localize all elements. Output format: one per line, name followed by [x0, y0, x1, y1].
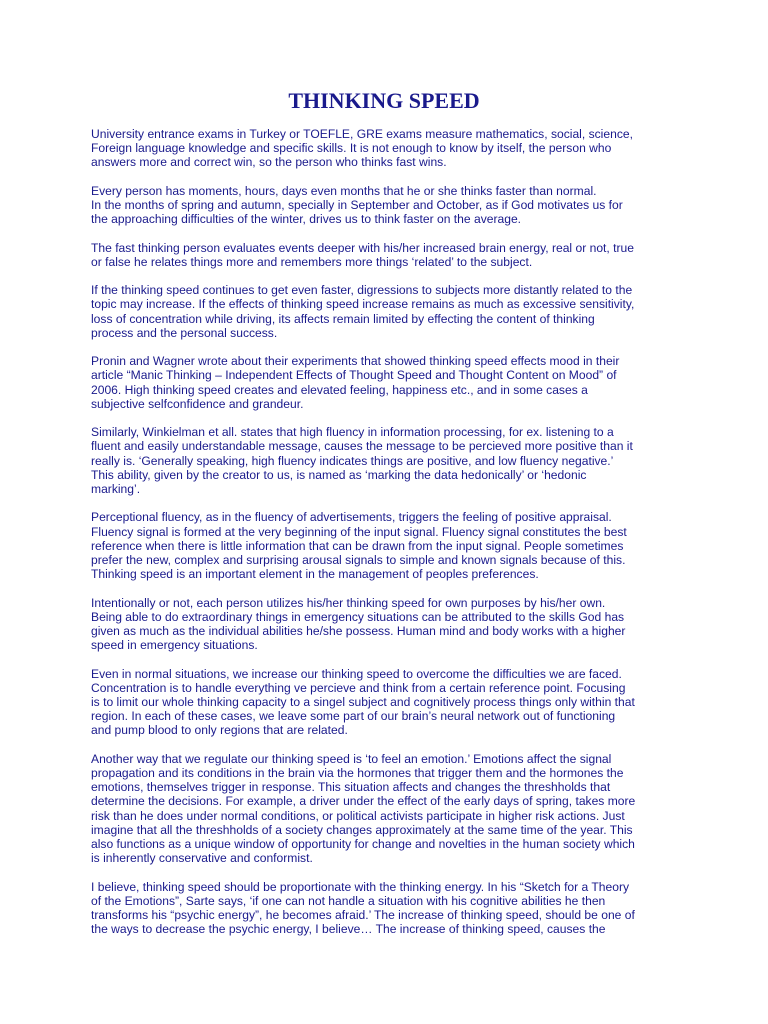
paragraph: [91, 880, 683, 937]
paragraph: [91, 752, 683, 866]
paragraph: [91, 425, 683, 496]
text-line: prefer the new, complex and surprising arousal signals to simple and known signals because of this.: [91, 553, 626, 567]
text-line: Fluency signal is formed at the very beginning of the input signal. Fluency signal constitutes the best: [91, 524, 627, 539]
text-line: imagine that all the threshholds of a society changes approximately at the same time of the year. This: [91, 822, 633, 837]
text-line: marking’.: [91, 482, 141, 496]
text-line: is to limit our whole thinking capacity to a singel subject and cognitively process things only within that: [91, 695, 635, 709]
text-line: the approaching difficulties of the winter, drives us to think faster on the average.: [91, 212, 522, 227]
text-line: 2006. High thinking speed creates and elevated feeling, happiness etc., and in some cases a: [91, 382, 588, 397]
document-body: [91, 127, 683, 951]
text-line: risk than he does under normal conditions, or political activists participate in higher risk actions. Just: [91, 808, 625, 823]
text-line: Intentionally or not, each person utilizes his/her thinking speed for own purposes by his/her own.: [91, 595, 606, 610]
text-line: topic may increase. If the effects of thinking speed increase remains as much as excessive sensitivity,: [91, 297, 635, 312]
document-title: THINKING SPEED: [288, 88, 480, 113]
text-line: really is. ‘Generally speaking, high fluency indicates things are positive, and low fluency negative.’: [91, 453, 614, 468]
text-line: is inherently conservative and conformist.: [91, 851, 313, 866]
text-line: propagation and its conditions in the brain via the hormones that trigger them and the hormones the: [91, 766, 624, 780]
text-line: reference when there is little information that can be drawn from the input signal. People sometimes: [91, 538, 624, 553]
text-line: also functions as a unique window of opportunity for change and novelties in the human society which: [91, 837, 635, 852]
paragraph: [91, 241, 683, 269]
text-line: fluent and easily understandable message, causes the message to be percieved more positive than it: [91, 439, 633, 454]
text-line: Concentration is to handle everything ve percieve and think from a certain reference point. Focusing: [91, 680, 626, 695]
text-line: article “Manic Thinking – Independent Effects of Thought Speed and Thought Content on Mood” of: [91, 368, 617, 383]
text-line: determine the decisions. For example, a driver under the effect of the early days of spring, takes more: [91, 794, 636, 809]
text-line: In the months of spring and autumn, specially in September and October, as if God motivates us for: [91, 198, 623, 212]
paragraph: [91, 510, 683, 581]
text-line: or false he relates things more and remembers more things ‘related’ to the subject.: [91, 254, 533, 269]
text-line: of the Emotions”, Sarte says, ‘if one can not handle a situation with his cognitive abilities he then: [91, 893, 606, 908]
text-line: transforms his “psychic energy”, he becomes afraid.’ The increase of thinking speed, should be one of: [91, 908, 635, 923]
text-line: This ability, given by the creator to us, is named as ‘marking the data hedonically’ or ‘hedonic: [91, 467, 587, 482]
text-line: region. In each of these cases, we leave some part of our brain’s neural network out of functioning: [91, 709, 616, 724]
text-line: University entrance exams in Turkey or TOEFLE, GRE exams measure mathematics, social, science,: [91, 127, 633, 141]
paragraph: [91, 354, 683, 411]
text-line: I believe, thinking speed should be proportionate with the thinking energy. In his “Sketch for a Theory: [91, 879, 630, 894]
text-line: Being able to do extraordinary things in emergency situations can be attributed to the skills God has: [91, 609, 625, 624]
text-line: Another way that we regulate our thinking speed is ‘to feel an emotion.’ Emotions affect the signal: [91, 751, 612, 766]
text-line: and pump blood to only regions that are related.: [91, 723, 348, 738]
text-line: Pronin and Wagner wrote about their experiments that showed thinking speed effects mood in their: [91, 354, 620, 369]
text-line: Thinking speed is an important element in the management of peoples preferences.: [91, 567, 539, 582]
text-line: The fast thinking person evaluates events deeper with his/her increased brain energy, real or not, true: [91, 240, 634, 255]
text-line: answers more and correct win, so the person who thinks fast wins.: [91, 155, 447, 170]
text-line: loss of concentration while driving, its affects remain limited by effecting the content of thinking: [91, 311, 595, 326]
paragraph: [91, 283, 683, 340]
paragraph: [91, 596, 683, 653]
paragraph: [91, 127, 683, 170]
text-line: subjective selfconfidence and grandeur.: [91, 396, 304, 411]
text-line: Every person has moments, hours, days even months that he or she thinks faster than normal.: [91, 183, 597, 198]
paragraph: [91, 667, 683, 738]
text-line: Similarly, Winkielman et all. states that high fluency in information processing, for ex. listening to a: [91, 425, 614, 440]
text-line: Perceptional fluency, as in the fluency of advertisements, triggers the feeling of positive appraisal.: [91, 510, 612, 525]
text-line: speed in emergency situations.: [91, 638, 258, 653]
text-line: emotions, themselves trigger in response. This situation affects and changes the threshholds that: [91, 780, 611, 795]
text-line: given as much as the individual abilities he/she possess. Human mind and body works with a higher: [91, 624, 626, 638]
text-line: If the thinking speed continues to get even faster, digressions to subjects more distantly related to the: [91, 283, 633, 298]
text-line: Foreign language knowledge and specific skills. It is not enough to know by itself, the person who: [91, 141, 612, 156]
text-line: process and the personal success.: [91, 325, 278, 340]
text-line: Even in normal situations, we increase our thinking speed to overcome the difficulties we are faced.: [91, 666, 622, 681]
text-line: the ways to decrease the psychic energy, I believe… The increase of thinking speed, causes the: [91, 922, 606, 937]
paragraph: [91, 184, 683, 227]
